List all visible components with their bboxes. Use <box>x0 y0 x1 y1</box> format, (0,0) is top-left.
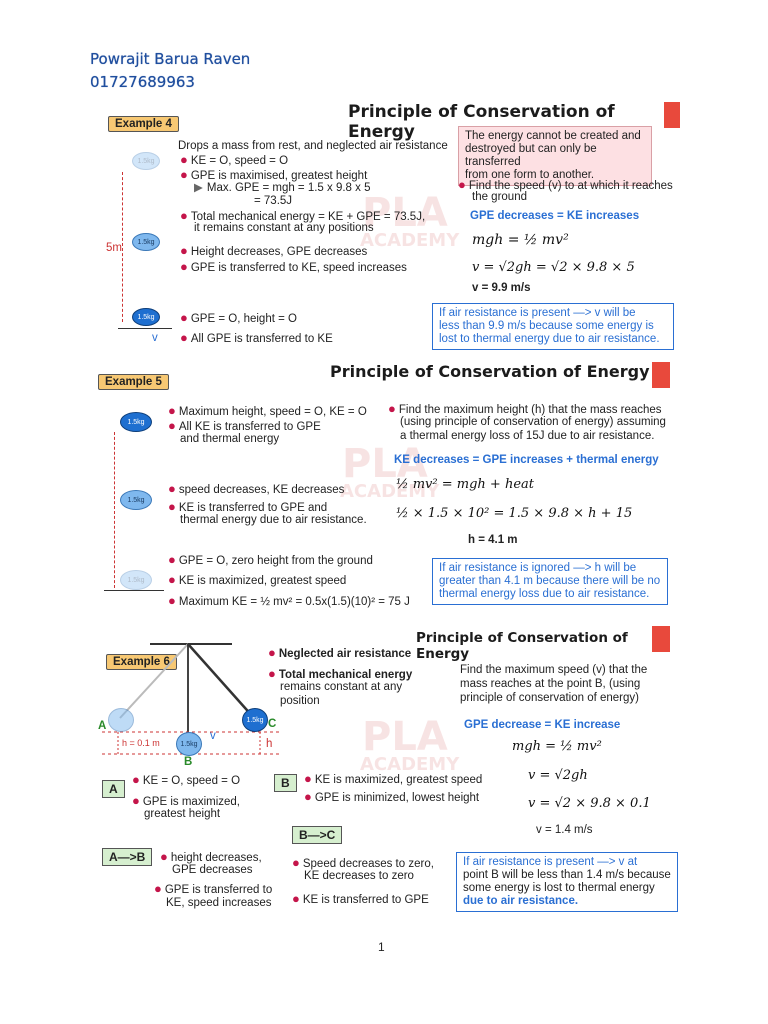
ex4-bullet-3-cont: = 73.5J <box>254 195 293 207</box>
pla-logo <box>664 102 680 128</box>
ex5-bullet-6-text: KE is maximized, greatest speed <box>178 575 347 587</box>
example-4-title: Principle of Conservation of Energy <box>348 102 615 142</box>
velocity-label: v <box>210 730 216 742</box>
ex4-note-line-3: lost to thermal energy due to air resistance. <box>439 333 660 345</box>
ex4-find-cont: the ground <box>472 191 527 203</box>
height-a-label: h = 0.1 m <box>122 738 160 748</box>
ex4-bullet-1-text: KE = O, speed = O <box>190 155 289 167</box>
ex4-bullet-4: ● Total mechanical energy = KE + GPE = 73.5J, <box>180 208 426 223</box>
mass-ball-top: 1.5kg <box>120 412 152 432</box>
phone-number: 01727689963 <box>90 73 195 91</box>
ex6-note-2-cont-1: remains constant at any <box>280 681 403 693</box>
ex5-find-text-1: Find the maximum height (h) that the mass reaches <box>398 404 662 416</box>
law-line-3: from one form to another. <box>465 169 595 181</box>
mass-ball-middle: 1.5kg <box>132 233 160 251</box>
ex6-note-line-2: point B will be less than 1.4 m/s because <box>463 869 671 881</box>
ex6-a-2-cont: greatest height <box>144 808 221 820</box>
mass-ball-top: 1.5kg <box>132 152 160 170</box>
mass-ball-bottom: 1.5kg <box>120 570 152 590</box>
ex5-bullet-4-cont: thermal energy due to air resistance. <box>180 514 367 526</box>
ex6-bc-1-cont: KE decreases to zero <box>304 870 414 882</box>
ex6-note-2: ● Total mechanical energy <box>268 666 413 681</box>
ex6-ab-2: ● GPE is transferred to <box>154 881 273 896</box>
ex4-bullet-8-text: All GPE is transferred to KE <box>190 333 333 345</box>
tag-a-to-b: A—>B <box>102 848 152 866</box>
ex6-note-line-4: due to air resistance. <box>463 895 579 907</box>
ex6-a-2-text: GPE is maximized, <box>142 796 240 808</box>
watermark-brand: PLA <box>362 714 448 760</box>
ground-line <box>104 590 164 591</box>
point-c-label: C <box>268 718 277 730</box>
ex6-b-2-text: GPE is minimized, lowest height <box>314 792 480 804</box>
ex6-find-3: principle of conservation of energy) <box>460 692 639 704</box>
ex6-ab-1-text: height decreases, <box>170 852 262 864</box>
ex5-find-cont-1: (using principle of conservation of energy) assuming <box>400 416 666 428</box>
ex6-note-2-cont-2: position <box>280 695 320 707</box>
ex4-intro-text: Drops a mass from rest, and neglected air resistance <box>178 140 448 152</box>
mass-ball-middle: 1.5kg <box>120 490 152 510</box>
ex5-bullet-4-text: KE is transferred to GPE and <box>178 502 328 514</box>
pendulum-string-a <box>120 644 188 718</box>
ex5-bullet-7: ● Maximum KE = ½ mv² = 0.5x(1.5)(10)² = 75 J <box>168 593 410 608</box>
ex6-note-1: ● Neglected air resistance <box>268 645 412 660</box>
ex5-eq-1: ½ mv² = mgh + heat <box>396 477 534 492</box>
tag-b-to-c: B—>C <box>292 826 342 844</box>
pla-logo <box>652 626 670 652</box>
ex5-result: h = 4.1 m <box>468 534 518 546</box>
pendulum-string-c <box>188 644 254 718</box>
tag-point-b: B <box>274 774 297 792</box>
ex4-note-line-1: If air resistance is present —> v will be <box>439 307 636 319</box>
ex5-note-line-3: thermal energy loss due to air resistance. <box>439 588 650 600</box>
ex6-air-resistance-note <box>456 852 678 912</box>
pendulum-ball-c: 1.5kg <box>242 708 268 732</box>
ex4-bullet-2: ● GPE is maximised, greatest height <box>180 167 368 182</box>
ex6-note-2-text: Total mechanical energy <box>278 669 413 681</box>
example-6-title: Principle of Conservation of Energy <box>416 630 628 662</box>
ex6-b-2: ● GPE is minimized, lowest height <box>304 789 480 804</box>
ex6-eq-1: mgh = ½ mv² <box>512 739 602 754</box>
watermark-sub: ACADEMY <box>360 754 460 775</box>
watermark-sub: ACADEMY <box>340 481 440 502</box>
ex6-bc-1-text: Speed decreases to zero, <box>302 858 434 870</box>
ex6-a-1: ● KE = O, speed = O <box>132 772 241 787</box>
point-b-label: B <box>184 756 193 768</box>
ex4-find: ● Find the speed (v) to at which it reaches <box>458 177 673 192</box>
ex4-bullet-3-text: Max. GPE = mgh = 1.5 x 9.8 x 5 <box>206 182 371 194</box>
ex6-eq-3: v = √2 × 9.8 × 0.1 <box>528 796 651 811</box>
ex4-bullet-5-text: Height decreases, GPE decreases <box>190 246 368 258</box>
ex5-bullet-2-text: All KE is transferred to GPE <box>178 421 321 433</box>
ex4-bullet-6-text: GPE is transferred to KE, speed increases <box>190 262 407 274</box>
ex6-find-2: mass reaches at the point B, (using <box>460 678 641 690</box>
law-line-2: destroyed but can only be transferred <box>465 143 597 168</box>
ex6-find-1: Find the maximum speed (v) that the <box>460 664 648 676</box>
ex5-bullet-3: ● speed decreases, KE decreases <box>168 481 345 496</box>
mass-ball-bottom: 1.5kg <box>132 308 160 326</box>
ex5-eq-head: KE decreases = GPE increases + thermal energy <box>394 454 659 466</box>
law-line-1: The energy cannot be created and <box>465 130 641 142</box>
watermark-sub: ACADEMY <box>360 230 460 251</box>
ex6-ab-2-cont: KE, speed increases <box>166 897 272 909</box>
ex5-bullet-2-cont: and thermal energy <box>180 433 280 445</box>
ex6-ab-2-text: GPE is transferred to <box>164 884 273 896</box>
ex5-bullet-4: ● KE is transferred to GPE and <box>168 499 328 514</box>
height-axis <box>122 172 123 322</box>
example-6-tag: Example 6 <box>106 654 177 670</box>
ex6-result: v = 1.4 m/s <box>536 824 593 836</box>
ex6-eq-head: GPE decrease = KE increase <box>464 719 621 731</box>
author-name: Powrajit Barua Raven <box>90 50 251 68</box>
ex4-bullet-3: ▶ Max. GPE = mgh = 1.5 x 9.8 x 5 <box>194 182 371 194</box>
ex5-bullet-3-text: speed decreases, KE decreases <box>178 484 345 496</box>
example-5-tag: Example 5 <box>98 374 169 390</box>
pendulum-ball-a <box>108 708 134 732</box>
tag-point-a: A <box>102 780 125 798</box>
ex5-bullet-5: ● GPE = O, zero height from the ground <box>168 552 373 567</box>
ex6-bc-2: ● KE is transferred to GPE <box>292 891 429 906</box>
example-5-panel <box>92 356 680 610</box>
ex6-b-1: ● KE is maximized, greatest speed <box>304 771 483 786</box>
ex5-bullet-5-text: GPE = O, zero height from the ground <box>178 555 373 567</box>
page-number: 1 <box>378 940 385 954</box>
ex4-note-line-2: less than 9.9 m/s because some energy is <box>439 320 654 332</box>
point-a-label: A <box>98 720 107 732</box>
ex5-bullet-1-text: Maximum height, speed = O, KE = O <box>178 406 367 418</box>
ex4-eq-2: v = √2gh = √2 × 9.8 × 5 <box>472 260 635 275</box>
example-4-tag: Example 4 <box>108 116 179 132</box>
ex4-find-text-1: Find the speed (v) to at which it reaches <box>468 180 673 192</box>
ex5-air-resistance-note <box>432 558 668 605</box>
pla-logo <box>652 362 670 388</box>
example-5-title: Principle of Conservation of Energy <box>330 362 650 381</box>
ex5-note-line-2: greater than 4.1 m because there will be no <box>439 575 661 587</box>
ex6-note-1-text: Neglected air resistance <box>278 648 412 660</box>
ex5-bullet-6: ● KE is maximized, greatest speed <box>168 572 347 587</box>
ground-line <box>118 328 172 329</box>
watermark-brand: PLA <box>342 441 428 487</box>
ex4-eq-1: mgh = ½ mv² <box>472 232 569 248</box>
ex6-note-line-3: some energy is lost to thermal energy <box>463 882 655 894</box>
ex4-air-resistance-note <box>432 303 674 350</box>
ex5-bullet-1: ● Maximum height, speed = O, KE = O <box>168 403 367 418</box>
ex4-bullet-7-text: GPE = O, height = O <box>190 313 297 325</box>
example-6-panel <box>92 616 680 918</box>
ex5-eq-2: ½ × 1.5 × 10² = 1.5 × 9.8 × h + 15 <box>396 506 633 521</box>
ex6-eq-2: v = √2gh <box>528 768 588 783</box>
ex6-a-2: ● GPE is maximized, <box>132 793 240 808</box>
ex6-note-line-1: If air resistance is present —> v at <box>463 856 638 868</box>
ex6-bc-1: ● Speed decreases to zero, <box>292 855 434 870</box>
ex4-bullet-4-text: Total mechanical energy = KE + GPE = 73.5J, <box>190 211 426 223</box>
ex4-bullet-8: ● All GPE is transferred to KE <box>180 330 333 345</box>
ex4-result: v = 9.9 m/s <box>472 282 531 294</box>
ex6-a-1-text: KE = O, speed = O <box>142 775 241 787</box>
ex5-find-cont-2: a thermal energy loss of 15J due to air resistance. <box>400 430 655 442</box>
ex5-bullet-2: ● All KE is transferred to GPE <box>168 418 321 433</box>
ex4-bullet-1: ● KE = O, speed = O <box>180 152 289 167</box>
ex4-bullet-5: ● Height decreases, GPE decreases <box>180 243 368 258</box>
pendulum-ball-b: 1.5kg <box>176 732 202 756</box>
example-4-panel <box>92 100 680 350</box>
ex4-intro <box>178 140 448 154</box>
ex4-eq-head: GPE decreases = KE increases <box>470 210 640 222</box>
height-label: 5m <box>106 242 122 254</box>
ex5-bullet-7-text: Maximum KE = ½ mv² = 0.5x(1.5)(10)² = 75 J <box>178 596 410 608</box>
ex4-bullet-6: ● GPE is transferred to KE, speed increases <box>180 259 407 274</box>
ex6-bc-2-text: KE is transferred to GPE <box>302 894 429 906</box>
ex6-ab-1: ● height decreases, <box>160 849 262 864</box>
height-c-label: h <box>266 738 273 750</box>
ex4-bullet-7: ● GPE = O, height = O <box>180 310 297 325</box>
ex6-b-1-text: KE is maximized, greatest speed <box>314 774 483 786</box>
watermark-brand: PLA <box>362 190 448 236</box>
ex6-ab-1-cont: GPE decreases <box>172 864 253 876</box>
velocity-label: v <box>152 332 158 344</box>
ex4-bullet-4-cont: it remains constant at any positions <box>194 222 374 234</box>
ex5-note-line-1: If air resistance is ignored —> h will be <box>439 562 637 574</box>
ex4-bullet-2-text: GPE is maximised, greatest height <box>190 170 368 182</box>
height-axis <box>114 432 115 588</box>
ex5-find: ● Find the maximum height (h) that the mass reaches <box>388 401 662 416</box>
conservation-law-box <box>458 126 652 186</box>
